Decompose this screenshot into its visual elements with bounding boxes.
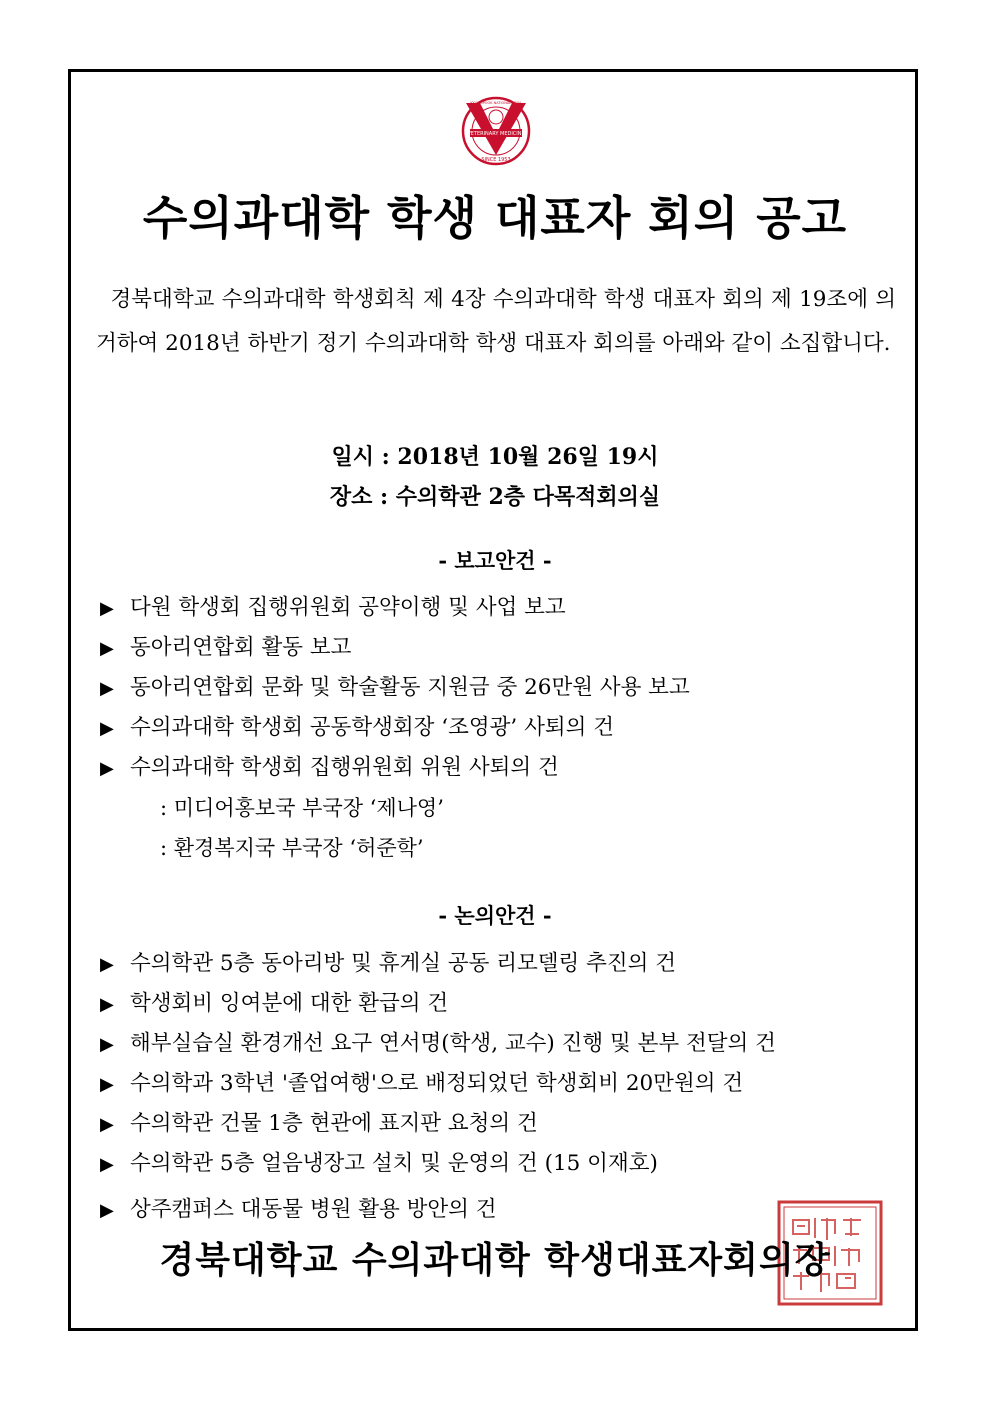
report-heading: - 보고안건 - bbox=[438, 548, 552, 573]
discussion-item bbox=[100, 1066, 743, 1097]
logo-ring-text: KYUNGPOOK NATIONAL UNIV. bbox=[470, 101, 522, 105]
meeting-date: 일시 : 2018년 10월 26일 19시 bbox=[331, 444, 659, 470]
discussion-item bbox=[100, 1106, 538, 1137]
bullet-arrow-icon: ▶ bbox=[100, 598, 114, 619]
footer-signature: 경북대학교 수의과대학 학생대표자회의장 bbox=[159, 1240, 831, 1281]
discussion-item-text: 상주캠퍼스 대동물 병원 활용 방안의 건 bbox=[130, 1197, 497, 1222]
report-item bbox=[100, 670, 690, 701]
report-item-text: 다원 학생회 집행위원회 공약이행 및 사업 보고 bbox=[130, 595, 566, 620]
meeting-place: 장소 : 수의학관 2층 다목적회의실 bbox=[329, 484, 661, 510]
report-subitem: : 환경복지국 부국장 ‘허준학’ bbox=[160, 836, 424, 860]
discussion-item-text: 해부실습실 환경개선 요구 연서명(학생, 교수) 진행 및 본부 전달의 건 bbox=[130, 1031, 776, 1056]
bullet-arrow-icon: ▶ bbox=[100, 1034, 114, 1055]
discussion-item bbox=[100, 946, 676, 977]
discussion-item-text: 수의학관 건물 1층 현관에 표지판 요청의 건 bbox=[130, 1111, 538, 1136]
bullet-arrow-icon: ▶ bbox=[100, 638, 114, 659]
bullet-arrow-icon: ▶ bbox=[100, 678, 114, 699]
logo-since-text: SINCE 1953 bbox=[481, 157, 511, 163]
bullet-arrow-icon: ▶ bbox=[100, 758, 114, 779]
report-item bbox=[100, 590, 566, 621]
notice-title: 수의과대학 학생 대표자 회의 공고 bbox=[142, 191, 848, 245]
report-item bbox=[100, 750, 559, 781]
report-item-text: 동아리연합회 문화 및 학술활동 지원금 중 26만원 사용 보고 bbox=[130, 675, 690, 700]
bullet-arrow-icon: ▶ bbox=[100, 1114, 114, 1135]
logo-banner-text: VETERINARY MEDICINE bbox=[467, 131, 525, 137]
bullet-arrow-icon: ▶ bbox=[100, 718, 114, 739]
discussion-item bbox=[100, 1192, 496, 1223]
report-item bbox=[100, 630, 351, 661]
college-logo bbox=[460, 95, 532, 167]
discussion-heading: - 논의안건 - bbox=[438, 903, 552, 928]
report-item-text: 수의과대학 학생회 집행위원회 위원 사퇴의 건 bbox=[130, 755, 559, 780]
bullet-arrow-icon: ▶ bbox=[100, 954, 114, 975]
discussion-item-text: 수의학과 3학년 '졸업여행'으로 배정되었던 학생회비 20만원의 건 bbox=[130, 1071, 744, 1096]
report-item-text: 수의과대학 학생회 공동학생회장 ‘조영광’ 사퇴의 건 bbox=[130, 715, 614, 740]
report-item bbox=[100, 710, 614, 741]
discussion-item-text: 학생회비 잉여분에 대한 환급의 건 bbox=[130, 991, 449, 1016]
report-item-text: 동아리연합회 활동 보고 bbox=[130, 635, 352, 660]
bullet-arrow-icon: ▶ bbox=[100, 1200, 114, 1221]
discussion-item bbox=[100, 986, 448, 1017]
bullet-arrow-icon: ▶ bbox=[100, 994, 114, 1015]
intro-text: 경북대학교 수의과대학 학생회칙 제 4장 수의과대학 학생 대표자 회의 제 19조에 의거하여 2018년 하반기 정기 수의과대학 학생 대표자 회의를 아래와 같이 소집합니다. bbox=[96, 287, 896, 356]
discussion-item bbox=[100, 1026, 776, 1057]
intro-paragraph bbox=[96, 278, 896, 366]
bullet-arrow-icon: ▶ bbox=[100, 1154, 114, 1175]
discussion-item-text: 수의학관 5층 동아리방 및 휴게실 공동 리모델링 추진의 건 bbox=[130, 951, 677, 976]
report-subitem: : 미디어홍보국 부국장 ‘제나영’ bbox=[160, 796, 444, 820]
bullet-arrow-icon: ▶ bbox=[100, 1074, 114, 1095]
discussion-item-text: 수의학관 5층 얼음냉장고 설치 및 운영의 건 (15 이재호) bbox=[130, 1151, 658, 1176]
discussion-item bbox=[100, 1146, 658, 1177]
